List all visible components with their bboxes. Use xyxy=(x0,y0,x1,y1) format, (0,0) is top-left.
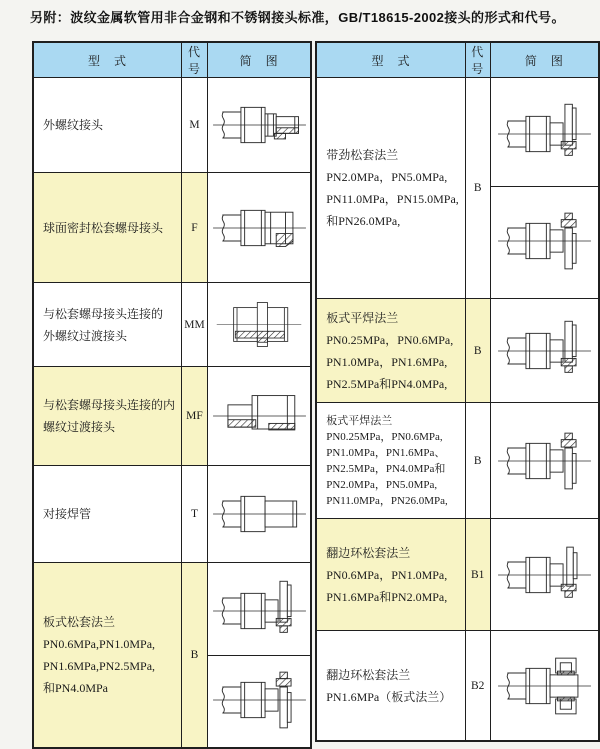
type-cell xyxy=(316,299,465,403)
diagram-cell xyxy=(207,367,311,466)
table-row xyxy=(33,466,311,563)
code-cell: B xyxy=(182,563,208,749)
type-cell xyxy=(33,78,182,173)
type-text-line: PN2.0MPa，PN5.0MPa, xyxy=(326,478,438,491)
type-text-line: 带劲松套法兰 xyxy=(326,148,399,162)
diagram-cell xyxy=(490,631,599,742)
code-cell: MF xyxy=(182,367,208,466)
table-row xyxy=(33,563,311,749)
type-text-line: PN0.6MPa,PN1.0MPa, xyxy=(43,637,156,651)
table-row xyxy=(316,78,599,299)
table-row xyxy=(33,283,311,367)
type-text-line: PN0.25MPa，PN0.6MPa, xyxy=(326,332,454,347)
code-cell: M xyxy=(182,78,208,173)
table-row xyxy=(316,403,599,519)
type-text-line: PN2.5MPa和PN4.0MPa, xyxy=(326,376,448,391)
type-text-line: PN1.0MPa，PN1.6MPa, xyxy=(326,354,448,369)
flange-down-diagram-icon xyxy=(208,655,310,744)
column-header-type: 型 式 xyxy=(316,42,465,78)
flange-down-diagram-icon xyxy=(491,186,598,295)
male-diagram-icon xyxy=(208,81,310,169)
flange-up-diagram-icon xyxy=(491,302,598,399)
code-cell: MM xyxy=(182,283,208,367)
column-header-code: 代号 xyxy=(465,42,490,78)
diagram-cell xyxy=(207,173,311,283)
table-row xyxy=(316,631,599,742)
fittings-table-right xyxy=(315,41,600,742)
table-row xyxy=(33,173,311,283)
code-cell: T xyxy=(182,466,208,563)
type-cell xyxy=(316,78,465,299)
type-text-line: 外螺纹接头 xyxy=(43,118,104,132)
table-row xyxy=(33,367,311,466)
diagram-cell xyxy=(490,403,599,519)
female-diagram-icon xyxy=(208,370,310,462)
diagram-cell xyxy=(490,519,599,631)
code-cell: B xyxy=(465,78,490,299)
lap-up-diagram-icon xyxy=(491,522,598,627)
flange-down-diagram-icon xyxy=(491,406,598,515)
type-text-line: 翻边环松套法兰 xyxy=(326,667,411,682)
type-text-line: PN0.6MPa，PN1.0MPa, xyxy=(326,567,448,582)
table-row xyxy=(316,299,599,403)
type-text-line: PN1.6MPa（板式法兰） xyxy=(326,689,452,704)
type-cell xyxy=(33,563,182,749)
column-header-diagram: 简 图 xyxy=(490,42,599,78)
type-cell xyxy=(33,367,182,466)
type-text-line: 与松套螺母接头连接的内 xyxy=(43,398,176,412)
fittings-table-left xyxy=(32,41,312,749)
type-text-line: 板式平焊法兰 xyxy=(326,310,399,325)
diagram-cell xyxy=(207,78,311,173)
page-title: 另附：波纹金属软管用非合金钢和不锈钢接头标准，GB/T18615-2002接头的形式和代号。 xyxy=(30,10,565,25)
type-text-line: 球面密封松套螺母接头 xyxy=(43,220,164,235)
fittings-tables-container xyxy=(32,41,600,749)
code-cell: B2 xyxy=(465,631,490,742)
flange-up-diagram-icon xyxy=(491,81,598,186)
type-text-line: PN0.25MPa，PN0.6MPa, xyxy=(326,430,443,443)
flange-up-diagram-icon xyxy=(208,566,310,655)
type-text-line: PN2.0MPa，PN5.0MPa, xyxy=(326,170,448,184)
type-text-line: 螺纹过渡接头 xyxy=(43,420,116,434)
diagram-cell xyxy=(207,466,311,563)
code-cell: B xyxy=(465,403,490,519)
type-text-line: 与松套螺母接头连接的 xyxy=(43,306,164,321)
table-row xyxy=(33,78,311,173)
nipple-diagram-icon xyxy=(208,286,310,363)
type-text-line: 外螺纹过渡接头 xyxy=(43,328,128,343)
type-text-line: PN2.5MPa，PN4.0MPa和 xyxy=(326,462,446,475)
type-text-line: PN11.0MPa，PN15.0MPa, xyxy=(326,192,459,206)
column-header-code: 代号 xyxy=(182,42,208,78)
ring-diagram-icon xyxy=(491,634,598,737)
type-text-line: PN1.6MPa和PN2.0MPa, xyxy=(326,589,448,604)
type-cell xyxy=(33,283,182,367)
type-cell xyxy=(33,466,182,563)
type-text-line: PN1.0MPa，PN1.6MPa、 xyxy=(326,446,446,459)
type-text-line: PN1.6MPa,PN2.5MPa, xyxy=(43,659,156,673)
type-text-line: 和PN4.0MPa xyxy=(43,681,109,695)
type-text-line: 板式平焊法兰 xyxy=(326,414,393,427)
code-cell: B xyxy=(465,299,490,403)
type-text-line: 和PN26.0MPa, xyxy=(326,214,401,228)
header-row xyxy=(316,42,599,78)
type-text-line: 对接焊管 xyxy=(43,507,92,521)
type-cell xyxy=(316,519,465,631)
code-cell: F xyxy=(182,173,208,283)
nut-diagram-icon xyxy=(208,176,310,279)
type-cell xyxy=(316,631,465,742)
column-header-diagram: 简 图 xyxy=(207,42,311,78)
diagram-cell xyxy=(207,283,311,367)
header-row xyxy=(33,42,311,78)
diagram-cell xyxy=(207,563,311,749)
type-text-line: 板式松套法兰 xyxy=(43,615,116,629)
diagram-cell xyxy=(490,78,599,299)
type-cell xyxy=(33,173,182,283)
type-text-line: 翻边环松套法兰 xyxy=(326,545,411,560)
plain-diagram-icon xyxy=(208,469,310,559)
table-row xyxy=(316,519,599,631)
type-text-line: PN11.0MPa，PN26.0MPa, xyxy=(326,494,448,507)
code-cell: B1 xyxy=(465,519,490,631)
type-cell xyxy=(316,403,465,519)
diagram-cell xyxy=(490,299,599,403)
column-header-type: 型 式 xyxy=(33,42,182,78)
